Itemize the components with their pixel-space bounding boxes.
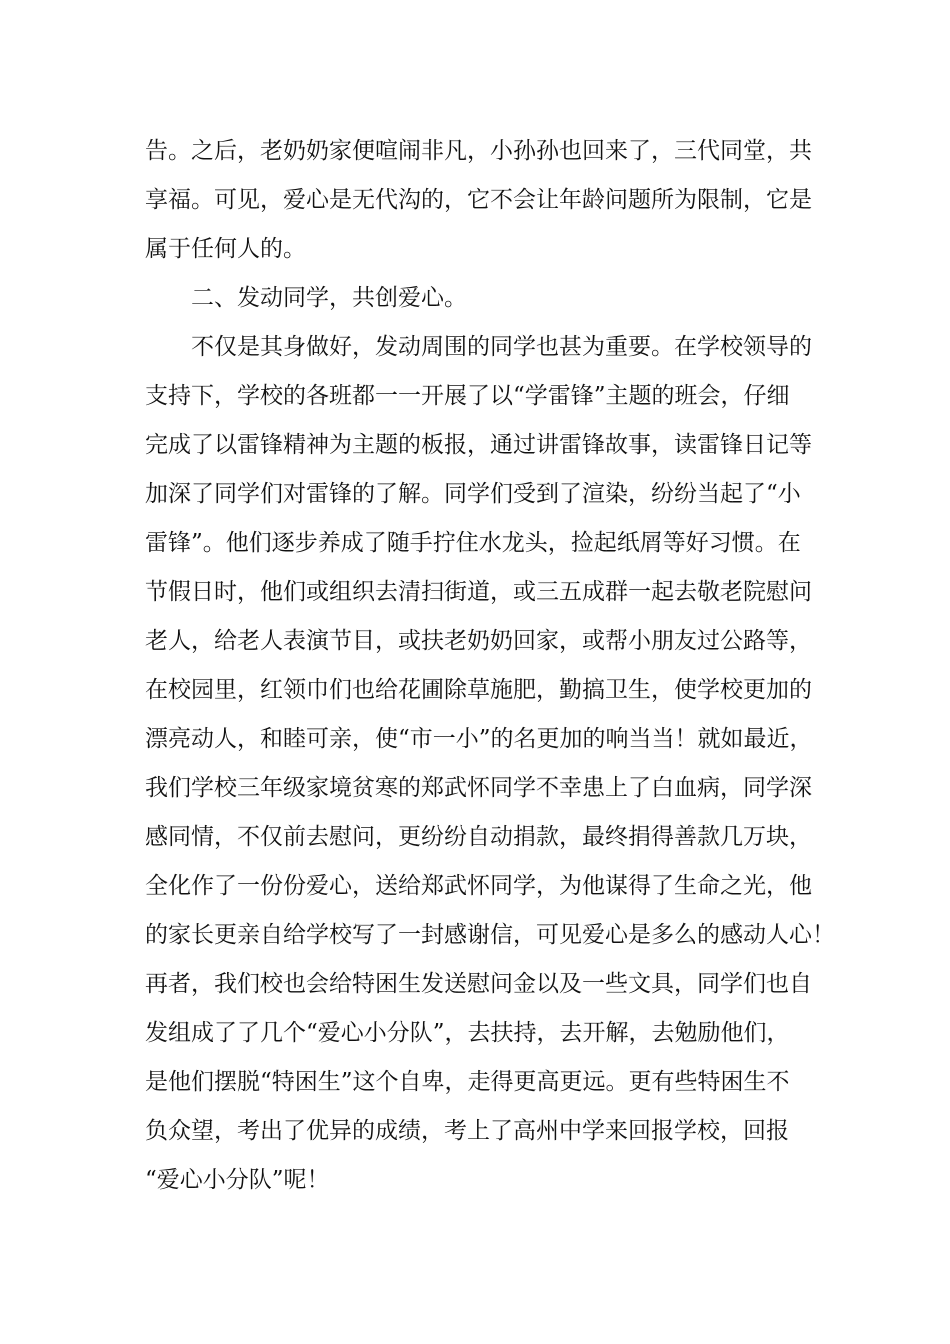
text-line: 发组成了了几个“爱心小分队”，去扶持，去开解，去勉励他们， (145, 1020, 790, 1046)
section-heading: 二、发动同学，共创爱心。 (191, 285, 467, 311)
paragraph-start-line: 不仅是其身做好，发动周围的同学也甚为重要。在学校领导的 (191, 334, 812, 360)
text-line: 完成了以雷锋精神为主题的板报，通过讲雷锋故事，读雷锋日记等 (145, 432, 812, 458)
text-line: 是他们摆脱“特困生”这个自卑，走得更高更远。更有些特困生不 (145, 1069, 790, 1095)
text-line: 我们学校三年级家境贫寒的郑武怀同学不幸患上了白血病，同学深 (145, 775, 812, 801)
text-line: 支持下，学校的各班都一一开展了以“学雷锋”主题的班会，仔细 (145, 383, 790, 409)
text-line: 享福。可见，爱心是无代沟的，它不会让年龄问题所为限制，它是 (145, 187, 812, 213)
text-line: 老人，给老人表演节目，或扶老奶奶回家，或帮小朋友过公路等， (145, 628, 812, 654)
text-line: “爱心小分队”呢！ (145, 1167, 330, 1193)
text-line: 全化作了一份份爱心，送给郑武怀同学，为他谋得了生命之光，他 (145, 873, 812, 899)
text-line: 加深了同学们对雷锋的了解。同学们受到了渲染，纷纷当起了“小 (145, 481, 801, 507)
text-line: 感同情，不仅前去慰问，更纷纷自动捐款，最终捐得善款几万块， (145, 824, 812, 850)
text-line: 告。之后，老奶奶家便喧闹非凡，小孙孙也回来了，三代同堂，共 (145, 138, 812, 164)
text-line: 再者，我们校也会给特困生发送慰问金以及一些文具，同学们也自 (145, 971, 812, 997)
text-line: 负众望，考出了优异的成绩，考上了高州中学来回报学校，回报 (145, 1118, 789, 1144)
text-line: 雷锋”。他们逐步养成了随手拧住水龙头，捡起纸屑等好习惯。在 (145, 530, 801, 556)
text-line: 节假日时，他们或组织去清扫街道，或三五成群一起去敬老院慰问 (145, 579, 812, 605)
text-line: 漂亮动人，和睦可亲，使“市一小”的名更加的响当当！就如最近， (145, 726, 813, 752)
text-line: 属于任何人的。 (145, 236, 306, 262)
text-line: 在校园里，红领巾们也给花圃除草施肥，勤搞卫生，使学校更加的 (145, 677, 812, 703)
text-line: 的家长更亲自给学校写了一封感谢信，可见爱心是多么的感动人心！ (145, 922, 835, 948)
